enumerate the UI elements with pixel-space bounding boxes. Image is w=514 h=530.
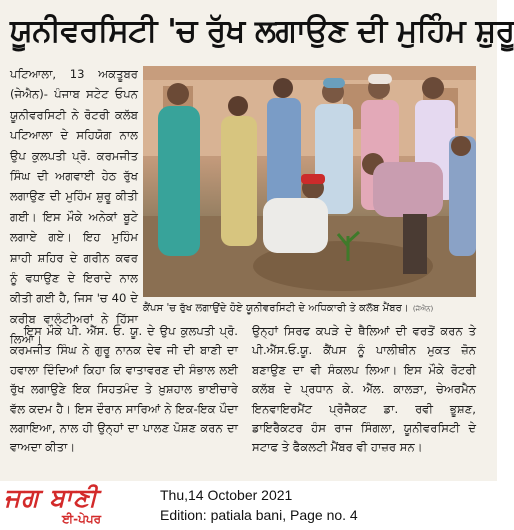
article-headline: ਯੂਨੀਵਰਸਿਟੀ 'ਚ ਰੁੱਖ ਲਗਾਉਣ ਦੀ ਮੁਹਿੰਮ ਸ਼ੁਰੂ (10, 13, 514, 49)
article-photo (143, 66, 476, 297)
photo-caption (143, 299, 476, 319)
article-column-bottom-right: ਉਨ੍ਹਾਂ ਸਿਰਫ ਕਪੜੇ ਦੇ ਥੈਲਿਆਂ ਦੀ ਵਰਤੋਂ ਕਰਨ ਤੇ ਪੀ.ਐੱਸ.ਓ.ਯੂ. ਕੈਂਪਸ ਨੂੰ ਪਾਲੀਥੀਨ ਮੁਕਤ ਜ਼ੋਨ ਬਣਾਉਣ ਦਾ ਵੀ ਸੰਕਲਪ ਲਿਆ। ਇਸ ਮੌਕੇ ਰੋਟਰੀ ਕਲੱਬ ਦੇ ਪ੍ਰਧਾਨ ਕੇ. ਐੱਲ. ਕਾਲੜਾ, ਚੇਅਰਮੈਨ ਇਨਵਾਇਰਮੈਂਟ ਪ੍ਰੋਜੈਕਟ ਡਾ. ਰਵੀ ਭੂਸ਼ਣ, ਡਾਇਰੈਕਟਰ ਹੰਸ ਰਾਜ ਸਿੰਗਲਾ, ਯੂਨੀਵਰਸਿਟੀ ਦੇ ਸਟਾਫ ਤੇ ਫੈਕਲਟੀ ਮੈਂਬਰ ਵੀ ਹਾਜ਼ਰ ਸਨ। (252, 324, 476, 455)
photo-caption-text: ਕੈਂਪਸ 'ਚ ਰੁੱਖ ਲਗਾਉਂਦੇ ਹੋਏ ਯੂਨੀਵਰਸਿਟੀ ਦੇ ਅਧਿਕਾਰੀ ਤੇ ਕਲੱਬ ਮੈਂਬਰ। (143, 303, 409, 314)
edition-date: Thu,14 October 2021 (160, 487, 293, 503)
article-intro-text: ਪੰਜਾਬ ਸਟੇਟ ਓਪਨ ਯੂਨੀਵਰਸਿਟੀ ਨੇ ਰੋਟਰੀ ਕਲੱਬ ਪਟਿਆਲਾ ਦੇ ਸਹਿਯੋਗ ਨਾਲ ਉਪ ਕੁਲਪਤੀ ਪ੍ਰੋ. ਕਰਮਜੀਤ ਸਿੰਘ ਦੀ ਅਗਵਾਈ ਹੇਠ ਰੁੱਖ ਲਗਾਉਣ ਦੀ ਮੁਹਿੰਮ ਸ਼ੁਰੂ ਕੀਤੀ ਗਈ। ਇਸ ਮੌਕੇ ਅਨੇਕਾਂ ਬੂਟੇ ਲਗਾਏ ਗਏ। ਇਹ ਮੁਹਿੰਮ ਸ਼ਾਹੀ ਸ਼ਹਿਰ ਦੇ ਗਰੀਨ ਕਵਰ ਨੂੰ ਵਧਾਉਣ ਦੇ ਇਰਾਦੇ ਨਾਲ ਕੀਤੀ ਗਈ ਹੈ, ਜਿਸ 'ਚ 40 ਦੇ ਕਰੀਬ ਵਾਲੰਟੀਅਰਾਂ ਨੇ ਹਿੱਸਾ ਲਿਆ। (10, 87, 138, 347)
dateline: ਪਟਿਆਲਾ, 13 ਅਕਤੂਬਰ (ਜੇਐਨ)- (10, 67, 138, 102)
photo-credit: (ਜੇਐਨ) (412, 305, 434, 313)
jagbani-logo (4, 484, 154, 528)
article-column-bottom-left: ਇਸ ਮੌਕੇ ਪੀ. ਐੱਸ. ਓ. ਯੂ. ਦੇ ਉਪ ਕੁਲਪਤੀ ਪ੍ਰੋ. ਕਰਮਜੀਤ ਸਿੰਘ ਨੇ ਗੁਰੂ ਨਾਨਕ ਦੇਵ ਜੀ ਦੀ ਬਾਣੀ ਦਾ ਹਵਾਲਾ ਦਿੰਦਿਆਂ ਕਿਹਾ ਕਿ ਵਾਤਾਵਰਣ ਦੀ ਸੰਭਾਲ ਲਈ ਰੁੱਖ ਲਗਾਉਣੇ ਇਕ ਸਿਹਤਮੰਦ ਤੇ ਖ਼ੁਸ਼ਹਾਲ ਭਾਈਚਾਰੇ ਵੱਲ ਕਦਮ ਹੈ। ਇਸ ਦੌਰਾਨ ਸਾਰਿਆਂ ਨੇ ਇਕ-ਇਕ ਪੌਦਾ ਲਗਾਇਆ, ਨਾਲ ਹੀ ਉਨ੍ਹਾਂ ਦਾ ਪਾਲਣ ਪੋਸ਼ਣ ਕਰਨ ਦਾ ਵਾਅਦਾ ਕੀਤਾ। (10, 324, 238, 455)
logo-sub-text: ਈ-ਪੇਪਰ (62, 512, 102, 526)
logo-main-text: ਜਗ ਬਾਣੀ (4, 483, 98, 512)
article-column-left (10, 64, 138, 347)
edition-meta (160, 485, 490, 527)
epaper-footer (0, 481, 497, 530)
edition-info: Edition: patiala bani, Page no. 4 (160, 507, 358, 523)
photo-tree-planting-illustration (143, 66, 476, 297)
